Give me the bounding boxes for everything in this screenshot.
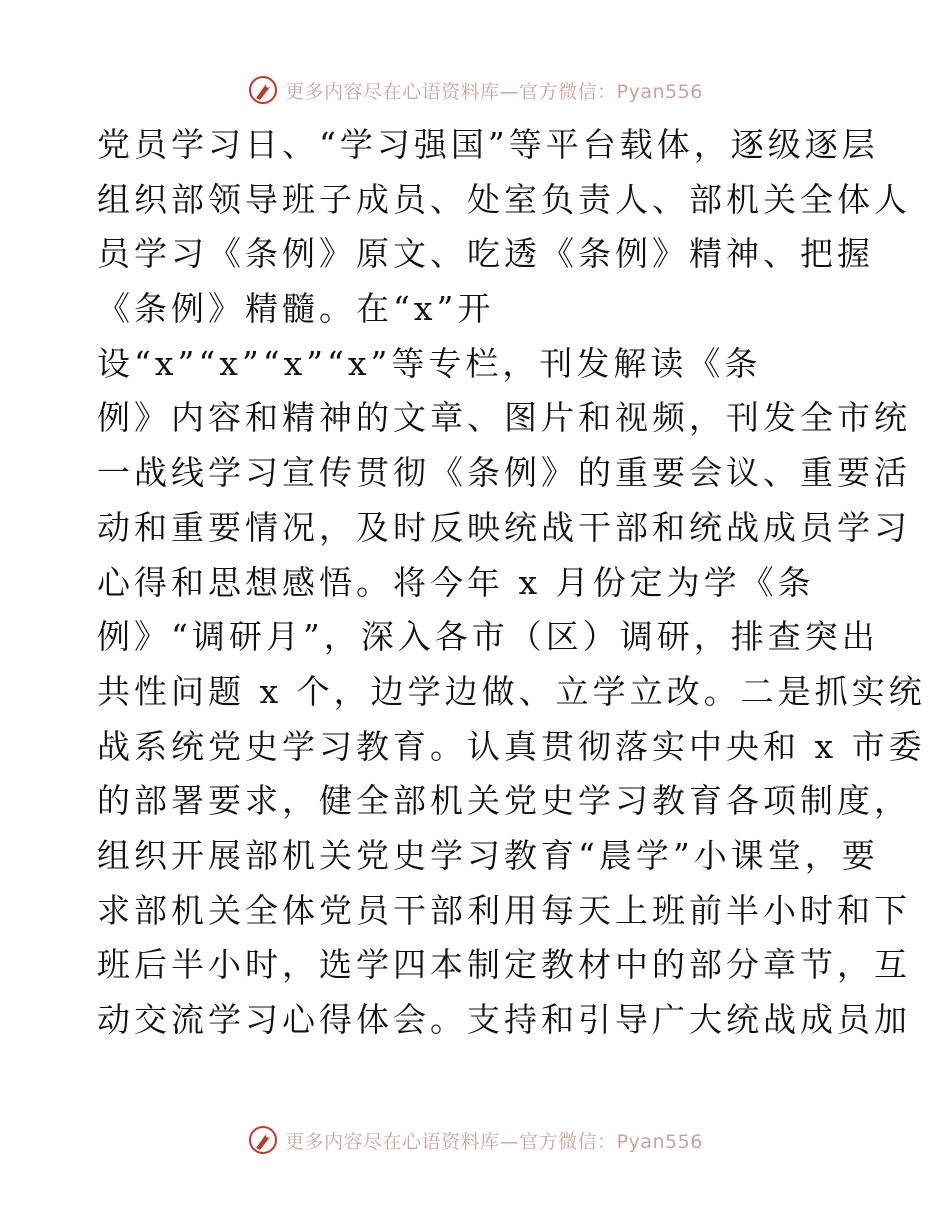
- header-watermark-text: 更多内容尽在心语资料库—官方微信：Pyan556: [285, 80, 703, 103]
- pen-nib-logo-icon: [247, 74, 279, 106]
- paragraph-line: 心得和思想感悟。将今年 x 月份定为学《条: [97, 562, 815, 602]
- paragraph-line: 的部署要求，健全部机关党史学习教育各项制度，: [97, 781, 911, 821]
- paragraph-line: 动交流学习心得体会。支持和引导广大统战成员加: [97, 1000, 911, 1039]
- paragraph-line: 组织开展部机关党史学习教育“晨学”小课堂，要: [97, 835, 879, 875]
- paragraph-line: 组织部领导班子成员、处室负责人、部机关全体人: [97, 179, 911, 219]
- footer-watermark-text: 更多内容尽在心语资料库—官方微信：Pyan556: [285, 1130, 703, 1153]
- paragraph-line: 员学习《条例》原文、吃透《条例》精神、把握: [97, 234, 874, 274]
- paragraph-line: 《条例》精髓。在“x”开: [97, 289, 495, 329]
- paragraph-line: 例》“调研月”，深入各市（区）调研，排查突出: [97, 617, 879, 657]
- paragraph-line: 班后半小时，选学四本制定教材中的部分章节，互: [97, 945, 911, 985]
- paragraph-line: 党员学习日、“学习强国”等平台载体，逐级逐层: [97, 125, 879, 164]
- header-watermark: [0, 70, 950, 110]
- paragraph-line: 求部机关全体党员干部利用每天上班前半小时和下: [97, 890, 911, 930]
- paragraph-line: 一战线学习宣传贯彻《条例》的重要会议、重要活: [97, 453, 911, 493]
- paragraph-line: 例》内容和精神的文章、图片和视频，刊发全市统: [97, 398, 911, 438]
- paragraph-line: 动和重要情况，及时反映统战干部和统战成员学习: [97, 507, 911, 547]
- document-body: [97, 118, 926, 1048]
- paragraph-line: 设“x”“x”“x”“x”等专栏，刊发解读《条: [97, 343, 762, 383]
- paragraph-line: 战系统党史学习教育。认真贯彻落实中央和 x 市委: [97, 726, 926, 766]
- paragraph-line: 共性问题 x 个，边学边做、立学立改。二是抓实统: [97, 671, 926, 711]
- footer-watermark: [0, 1120, 950, 1160]
- pen-nib-logo-icon: [247, 1124, 279, 1156]
